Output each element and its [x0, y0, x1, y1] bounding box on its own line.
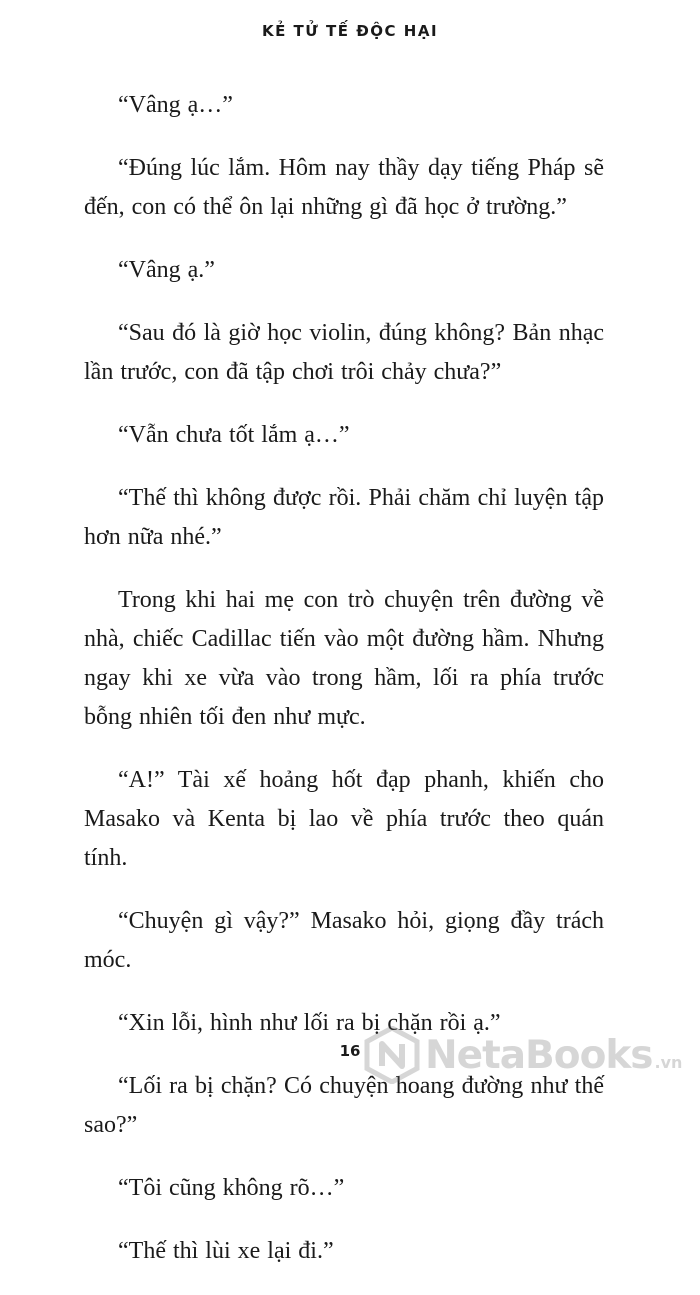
- watermark-text: NetaBooks: [425, 1032, 653, 1078]
- paragraph: Trong khi hai mẹ con trò chuyện trên đường về nhà, chiếc Cadillac tiến vào một đường hầm. Nhưng ngay khi xe vừa vào trong hầm, lối ra phía trước bỗng nhiên tối đen như mực.: [84, 587, 604, 730]
- paragraph: “Xin lỗi, hình như lối ra bị chặn rồi ạ.”: [118, 1010, 501, 1036]
- paragraph: “Tôi cũng không rõ…”: [118, 1175, 345, 1201]
- paragraph: “Đúng lúc lắm. Hôm nay thầy dạy tiếng Pháp sẽ đến, con có thể ôn lại những gì đã học ở trường.”: [84, 155, 604, 220]
- body-text: [84, 86, 604, 1295]
- paragraph: “Vâng ạ.”: [118, 257, 215, 283]
- running-header: KẺ TỬ TẾ ĐỘC HẠI: [261, 22, 439, 40]
- watermark: [363, 1026, 682, 1084]
- paragraph: “A!” Tài xế hoảng hốt đạp phanh, khiến cho Masako và Kenta bị lao về phía trước theo quán tính.: [84, 767, 604, 871]
- paragraph: “Lối ra bị chặn? Có chuyện hoang đường như thế sao?”: [84, 1073, 604, 1138]
- paragraph: “Thế thì không được rồi. Phải chăm chỉ luyện tập hơn nữa nhé.”: [84, 485, 604, 550]
- page-number: 16: [339, 1042, 361, 1060]
- paragraph: “Chuyện gì vậy?” Masako hỏi, giọng đầy trách móc.: [84, 908, 604, 973]
- paragraph: “Vâng ạ…”: [118, 92, 233, 118]
- watermark-suffix: .vn: [654, 1052, 683, 1072]
- paragraph: “Sau đó là giờ học violin, đúng không? Bản nhạc lần trước, con đã tập chơi trôi chảy chưa?”: [84, 320, 604, 385]
- netabooks-logo-icon: [363, 1026, 421, 1084]
- paragraph: “Thế thì lùi xe lại đi.”: [118, 1238, 334, 1264]
- paragraph: “Vẫn chưa tốt lắm ạ…”: [118, 422, 350, 448]
